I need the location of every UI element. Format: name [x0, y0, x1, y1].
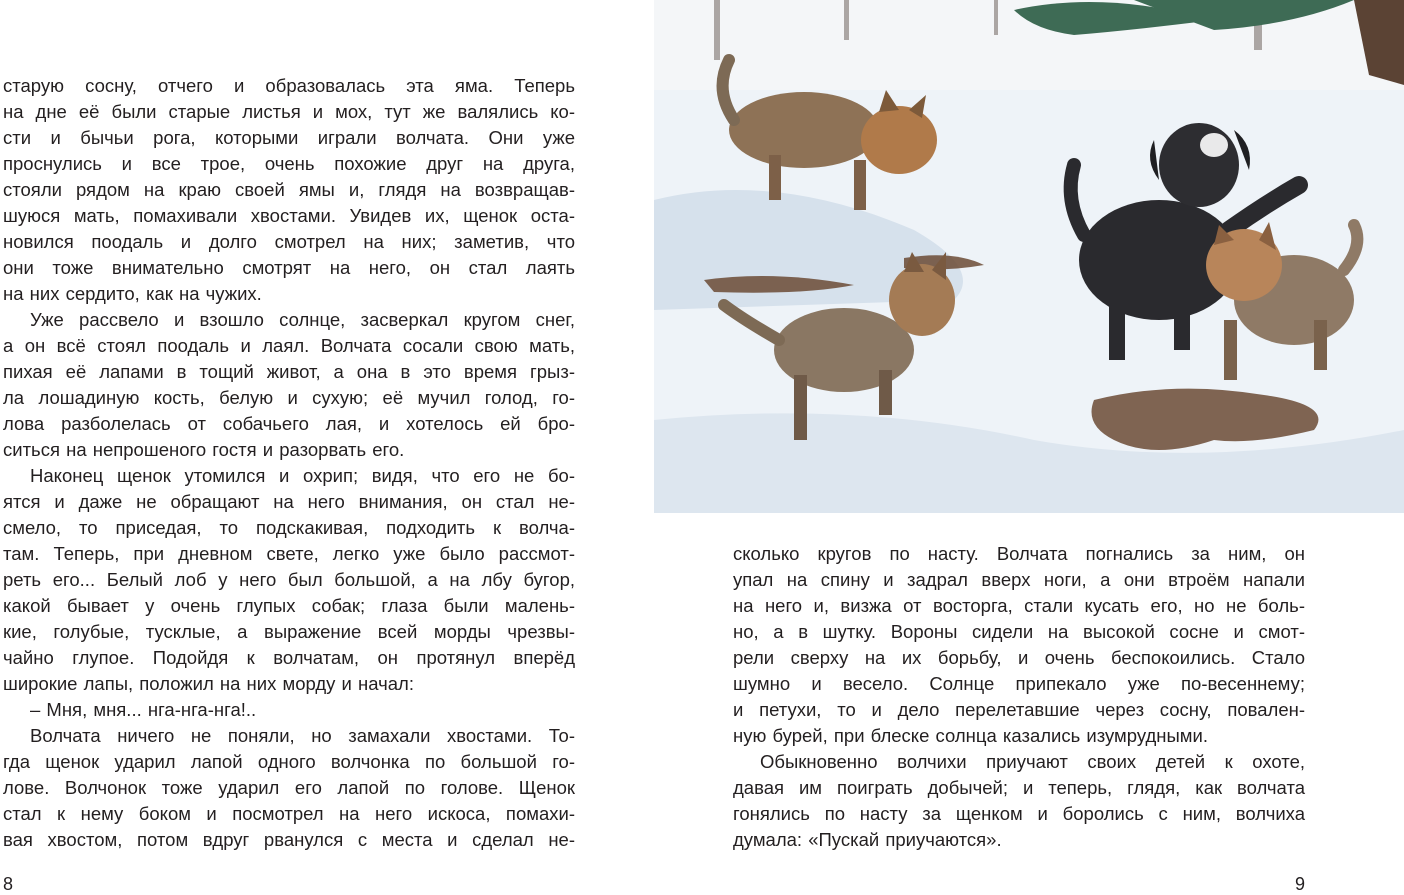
- text-line: и петухи, то и дело перелетавшие через сосну, повален-: [733, 699, 1305, 720]
- text-line: проснулись и все трое, очень похожие друг на друга,: [3, 153, 575, 174]
- text-line: Наконец щенок утомился и охрип; видя, что его не бо-: [30, 465, 575, 486]
- text-line: упал на спину и задрал вверх ноги, а они втроём напали: [733, 569, 1305, 590]
- text-line: лова разболелась от собачьего лая, и хотелось ей бро-: [3, 413, 575, 434]
- text-line: шуюся мать, помахивали хвостами. Увидев их, щенок оста-: [3, 205, 575, 226]
- text-line: новился поодаль и долго смотрел на них; заметив, что: [3, 231, 575, 252]
- text-line: какой бывает у очень глупых собак; глаза были малень-: [3, 595, 575, 616]
- left-page-text: [3, 73, 575, 853]
- text-line: кие, голубые, тусклые, а выражение всей морды чрезвы-: [3, 621, 575, 642]
- text-line: старую сосну, отчего и образовалась эта яма. Теперь: [3, 75, 575, 96]
- text-line: смело, то приседая, то подскакивая, подходить к волча-: [3, 517, 575, 538]
- text-line: вая хвостом, потом вдруг рванулся с места и сделал не-: [3, 829, 575, 850]
- text-line: на них сердито, как на чужих.: [3, 283, 262, 304]
- text-line: на дне её были старые листья и мох, тут же валялись ко-: [3, 101, 575, 122]
- text-line: шумно и весело. Солнце припекало уже по-весеннему;: [733, 673, 1305, 694]
- text-line: стал к нему боком и посмотрел на него искоса, помахи-: [3, 803, 575, 824]
- text-line: широкие лапы, положил на них морду и начал:: [3, 673, 414, 694]
- page-number-right: 9: [1295, 874, 1306, 894]
- text-line: пихая её лапами в тощий живот, а она в это время грыз-: [3, 361, 575, 382]
- text-line: реть его... Белый лоб у него был большой, а на лбу бугор,: [3, 569, 575, 590]
- text-line: чайно глупое. Подойдя к волчатам, он протянул вперёд: [3, 647, 575, 668]
- text-line: – Мня, мня... нга-нга-нга!..: [30, 699, 257, 720]
- text-line: на него и, визжа от восторга, стали кусать его, но не боль-: [733, 595, 1305, 616]
- text-line: сколько кругов по насту. Волчата погнались за ним, он: [733, 543, 1305, 564]
- text-line: ла лошадиную кость, белую и сухую; её мучил голод, го-: [3, 387, 575, 408]
- text-line: а он всё стоял поодаль и лаял. Волчата сосали свою мать,: [3, 335, 575, 356]
- text-line: думала: «Пускай приучаются».: [733, 829, 1002, 850]
- text-line: гда щенок ударил лапой одного волчонка по большой го-: [3, 751, 575, 772]
- text-line: Уже рассвело и взошло солнце, засверкал кругом снег,: [30, 309, 575, 330]
- page-number-left: 8: [3, 874, 14, 894]
- text-line: Обыкновенно волчихи приучают своих детей к охоте,: [760, 751, 1305, 772]
- text-line: рели сверху на их борьбу, и очень беспокоились. Стало: [733, 647, 1305, 668]
- text-line: стояли рядом на краю своей ямы и, глядя на возвращав-: [3, 179, 575, 200]
- text-line: ятся и даже не обращают на него внимания, он стал не-: [3, 491, 575, 512]
- text-line: гонялись по насту за щенком и боролись с ним, волчиха: [733, 803, 1305, 824]
- text-line: Волчата ничего не поняли, но замахали хвостами. То-: [30, 725, 575, 746]
- text-line: сти и бычьи рога, которыми играли волчата. Они уже: [3, 127, 575, 148]
- text-line: там. Теперь, при дневном свете, легко уже было рассмот-: [3, 543, 575, 564]
- text-line: ную бурей, при блеске солнца казались изумрудными.: [733, 725, 1208, 746]
- text-line: лове. Волчонок тоже ударил его лапой по голове. Щенок: [3, 777, 575, 798]
- text-line: ситься на непрошеного гостя и разорвать его.: [3, 439, 405, 460]
- illustration-wolf-cubs-in-snow: [654, 0, 1404, 513]
- text-line: но, а в шутку. Вороны сидели на высокой сосне и смот-: [733, 621, 1305, 642]
- text-line: давая им поиграть добычей; и теперь, глядя, как волчата: [733, 777, 1305, 798]
- right-page-text: [733, 541, 1305, 853]
- text-line: они тоже внимательно смотрят на него, он стал лаять: [3, 257, 575, 278]
